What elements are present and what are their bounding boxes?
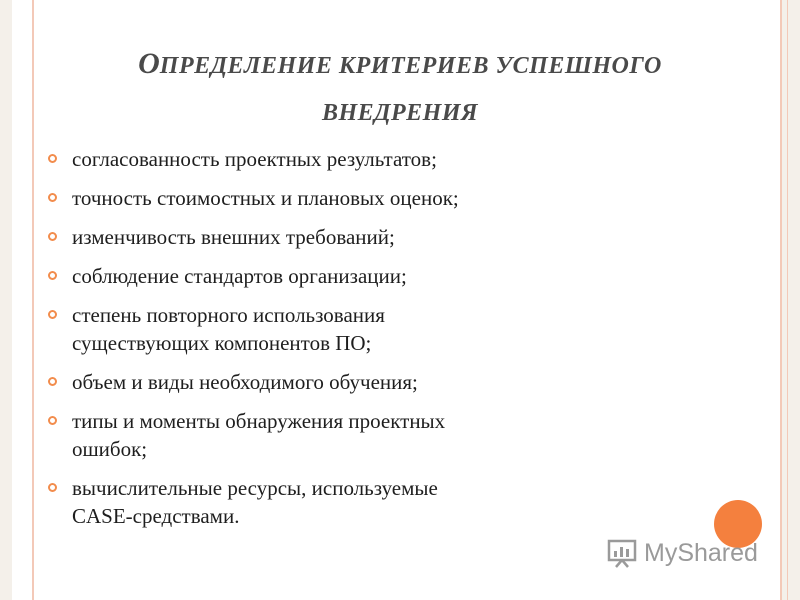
title-line-2-text: ВНЕДРЕНИЯ bbox=[321, 100, 479, 126]
bullet-text-line: вычислительные ресурсы, используемые bbox=[72, 476, 438, 500]
bullet-item bbox=[48, 368, 628, 396]
frame-line-right-inner bbox=[780, 0, 782, 600]
bullet-text-line: CASE-средствами. bbox=[72, 504, 240, 528]
watermark bbox=[606, 533, 758, 573]
bullet-text-line: согласованность проектных результатов; bbox=[72, 147, 437, 171]
bullet-text-line: изменчивость внешних требований; bbox=[72, 225, 395, 249]
bullet-text-line: объем и виды необходимого обучения; bbox=[72, 370, 418, 394]
bullet-circle-icon bbox=[48, 193, 57, 202]
bullet-text-line: степень повторного использования bbox=[72, 303, 385, 327]
bullet-text-line: точность стоимостных и плановых оценок; bbox=[72, 186, 459, 210]
title-line-1 bbox=[40, 42, 760, 91]
slide-title bbox=[40, 42, 760, 138]
bullet-text-line: типы и моменты обнаружения проектных bbox=[72, 409, 446, 433]
bullet-list bbox=[48, 145, 628, 541]
bullet-item bbox=[48, 262, 628, 290]
bullet-circle-icon bbox=[48, 310, 57, 319]
bullet-text-line: ошибок; bbox=[72, 437, 148, 461]
bullet-text-line: соблюдение стандартов организации; bbox=[72, 264, 407, 288]
bullet-item bbox=[48, 184, 628, 212]
bullet-circle-icon bbox=[48, 483, 57, 492]
title-line-1-text: ПРЕДЕЛЕНИЕ КРИТЕРИЕВ УСПЕШНОГО bbox=[159, 53, 662, 79]
watermark-text: MyShared bbox=[644, 538, 758, 567]
bullet-item bbox=[48, 474, 628, 530]
bullet-circle-icon bbox=[48, 271, 57, 280]
frame-line-left bbox=[32, 0, 34, 600]
bullet-circle-icon bbox=[48, 377, 57, 386]
presentation-chart-icon bbox=[606, 537, 638, 569]
title-line-2 bbox=[40, 91, 760, 138]
bullet-circle-icon bbox=[48, 154, 57, 163]
bullet-item bbox=[48, 301, 628, 357]
title-initial-cap: О bbox=[138, 47, 160, 80]
bullet-item bbox=[48, 145, 628, 173]
frame-line-right-outer bbox=[787, 0, 788, 600]
bullet-item bbox=[48, 407, 628, 463]
bullet-circle-icon bbox=[48, 416, 57, 425]
bullet-text-line: существующих компонентов ПО; bbox=[72, 331, 372, 355]
bullet-item bbox=[48, 223, 628, 251]
bullet-circle-icon bbox=[48, 232, 57, 241]
